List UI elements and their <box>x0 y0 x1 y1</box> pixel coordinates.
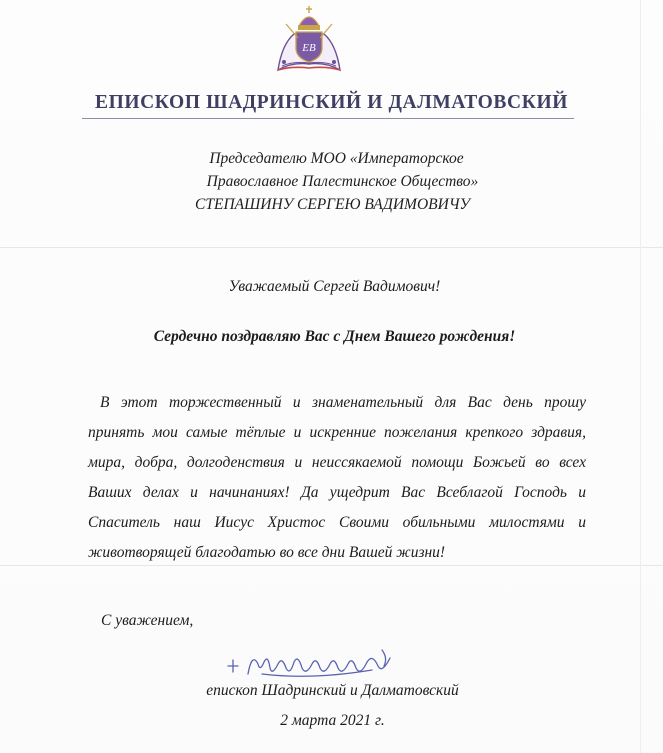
body-line: Ваших делах и начинаниях! Да ущедрит Вас Всеблагой Господь и <box>88 484 586 501</box>
signer-title: епископ Шадринский и Далматовский <box>206 682 459 699</box>
handwritten-signature-icon <box>222 644 406 686</box>
letterhead-divider <box>82 118 574 119</box>
addressee-name: СТЕПАШИНУ СЕРГЕЮ ВАДИМОВИЧУ <box>195 196 470 213</box>
body-line: принять мои самые тёплые и искренние пожелания крепкого здравия, <box>88 424 586 441</box>
closing-phrase: С уважением, <box>101 612 194 629</box>
greeting-line: Сердечно поздравляю Вас с Днем Вашего рождения! <box>153 328 516 345</box>
addressee-block <box>0 147 663 216</box>
letter-body <box>88 388 586 568</box>
body-line: Спаситель наш Иисус Христос Своими обильными милостями и <box>88 514 586 531</box>
body-line: животворящей благодатью во все дни Вашей жизни! <box>88 544 446 561</box>
salutation: Уважаемый Сергей Вадимович! <box>228 278 441 295</box>
body-line: мира, добра, долгоденствия и неиссякаемой помощи Божьей во всех <box>88 454 586 471</box>
emblem-monogram: ЕВ <box>302 42 316 54</box>
addressee-line: Председателю МОО «Императорское <box>209 150 464 167</box>
diocese-emblem-icon <box>268 4 350 76</box>
paper-fold-line <box>0 247 663 248</box>
body-line: В этот торжественный и знаменательный для Вас день прошу <box>100 394 586 411</box>
addressee-line: Православное Палестинское Общество» <box>206 173 479 190</box>
letterhead-title: ЕПИСКОП ШАДРИНСКИЙ И ДАЛМАТОВСКИЙ <box>94 92 568 113</box>
letter-date: 2 марта 2021 г. <box>280 712 385 729</box>
